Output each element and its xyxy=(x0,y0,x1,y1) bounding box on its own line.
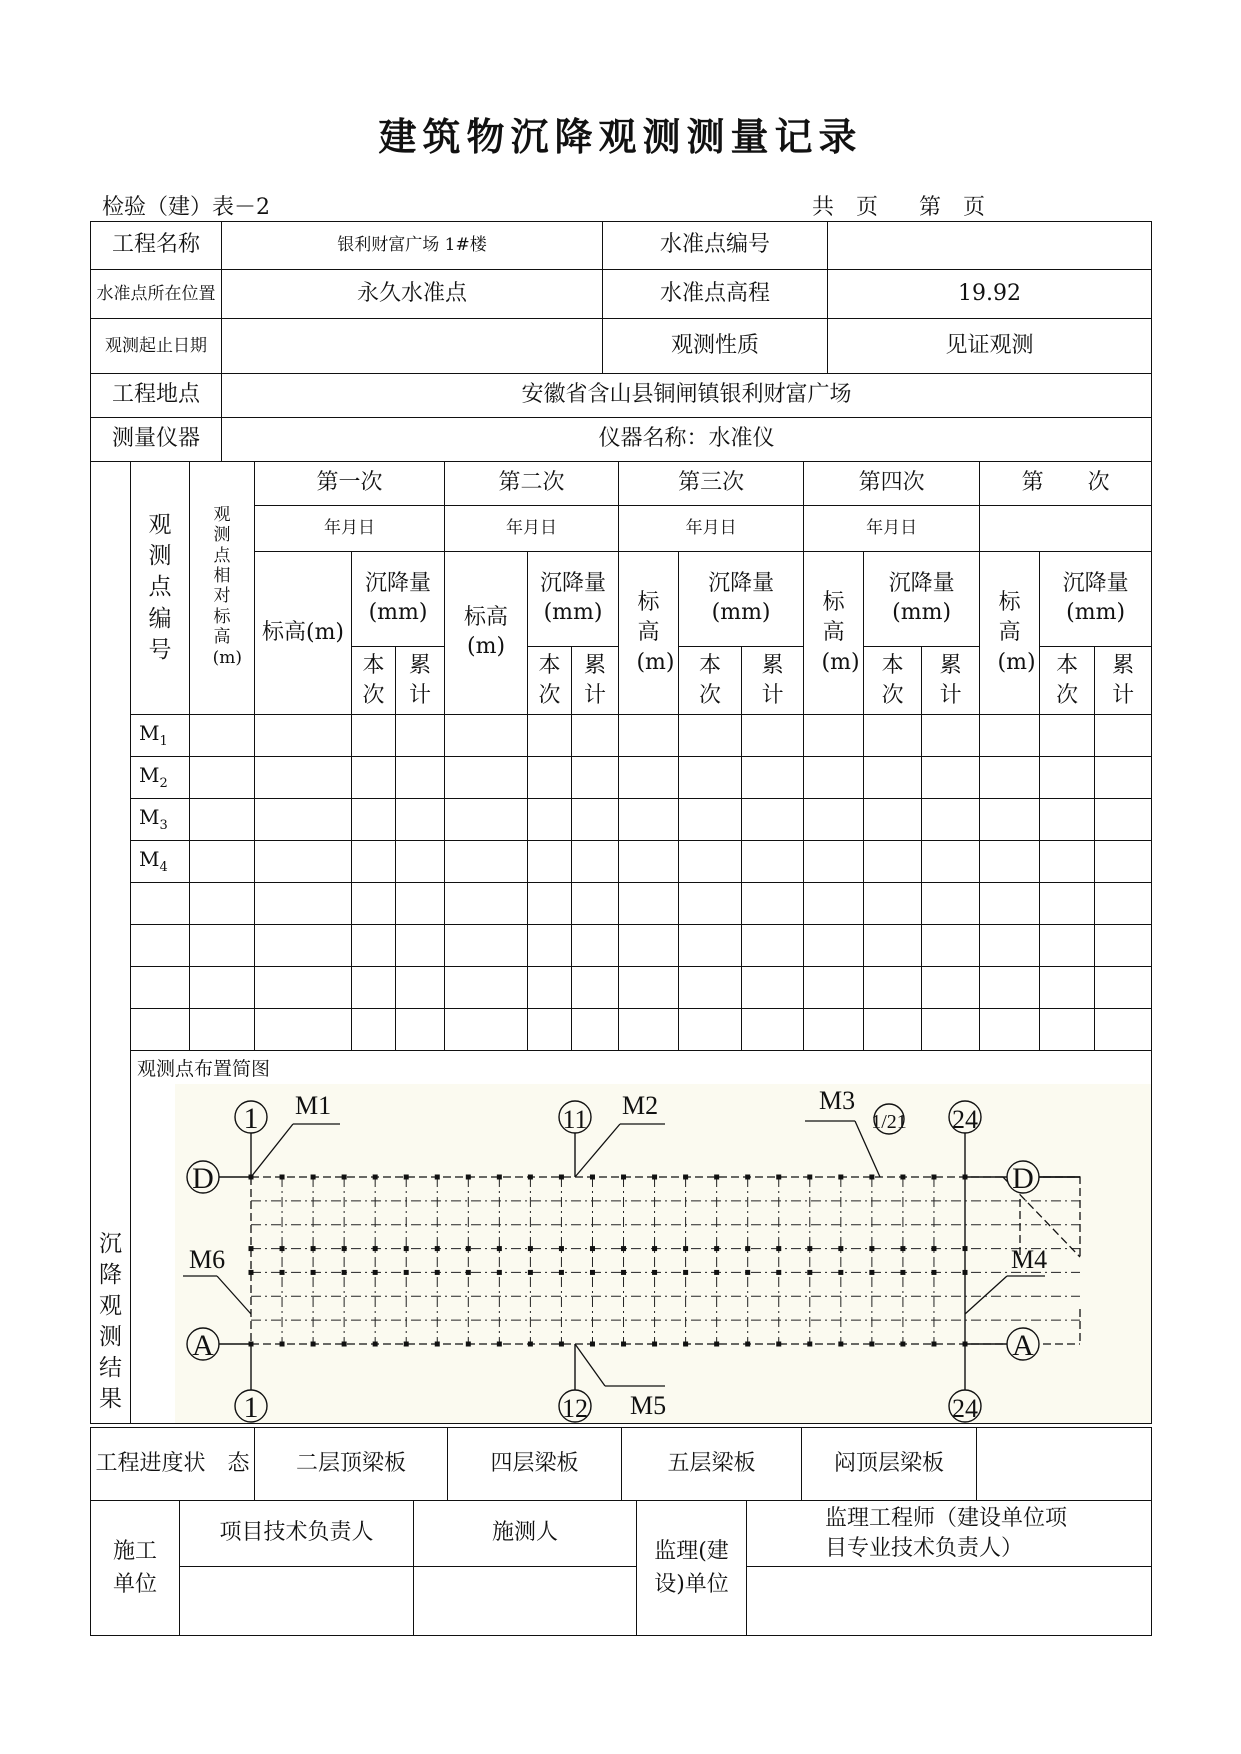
column-dot xyxy=(621,1270,626,1275)
column-dot xyxy=(900,1342,905,1347)
column-dot xyxy=(249,1270,254,1275)
column-dot xyxy=(497,1270,502,1275)
column-dot xyxy=(466,1270,471,1275)
column-dot xyxy=(776,1342,781,1347)
column-dot xyxy=(280,1342,285,1347)
column-dot xyxy=(714,1175,719,1180)
column-dot xyxy=(311,1175,316,1180)
column-dot xyxy=(342,1270,347,1275)
page-info xyxy=(812,190,1013,221)
point-no-header: 观测点编号 xyxy=(148,512,172,663)
axis-1-bottom: 1 xyxy=(243,1391,259,1424)
column-dot xyxy=(714,1342,719,1347)
project-name-value: 银利财富广场 1#楼 xyxy=(222,222,603,270)
round-4-cum: 累计 xyxy=(939,652,962,708)
benchmark-elevation-label: 水准点高程 xyxy=(603,270,828,319)
round-4-this: 本次 xyxy=(881,652,904,708)
round-2-settle-header: 沉降量(mm) xyxy=(528,552,619,647)
column-dot xyxy=(280,1175,285,1180)
round-2-date: 年月日 xyxy=(445,506,619,552)
table-row xyxy=(91,841,1152,883)
column-dot xyxy=(869,1246,874,1251)
round-4-elev-header: 标高(m) xyxy=(821,590,860,675)
axis-d-right: D xyxy=(1012,1162,1034,1195)
round-3-header: 第三次 xyxy=(619,462,804,506)
signature-table xyxy=(90,1500,1152,1636)
round-2-this: 本次 xyxy=(538,652,561,708)
column-dot xyxy=(931,1175,936,1180)
table-row xyxy=(91,757,1152,799)
column-dot xyxy=(683,1270,688,1275)
axis-12: 12 xyxy=(562,1394,588,1423)
column-dot xyxy=(373,1342,378,1347)
point-m2: $M_2$ xyxy=(131,757,190,799)
supervisor-label: 监理工程师（建设单位项目专业技术负责人） xyxy=(825,1505,1068,1561)
surveyor-signature[interactable] xyxy=(414,1567,637,1636)
marker-m1: M1 xyxy=(295,1091,332,1120)
column-dot xyxy=(311,1270,316,1275)
point-m4: $M_4$ xyxy=(131,841,190,883)
column-dot xyxy=(714,1246,719,1251)
table-row xyxy=(91,883,1152,925)
column-dot xyxy=(900,1246,905,1251)
observation-nature-label: 观测性质 xyxy=(603,319,828,374)
column-dot xyxy=(621,1246,626,1251)
marker-m4: M4 xyxy=(1011,1245,1048,1274)
table-row xyxy=(91,967,1152,1009)
table-row xyxy=(91,925,1152,967)
column-dot xyxy=(435,1175,440,1180)
column-dot xyxy=(528,1175,533,1180)
column-dot xyxy=(404,1342,409,1347)
round-4-settle-header: 沉降量(mm) xyxy=(864,552,980,647)
column-dot xyxy=(900,1270,905,1275)
marker-m6: M6 xyxy=(189,1245,226,1274)
axis-d-left: D xyxy=(192,1162,214,1195)
marker-m5: M5 xyxy=(630,1391,667,1420)
column-dot xyxy=(683,1342,688,1347)
tech-lead-label: 项目技术负责人 xyxy=(180,1501,414,1567)
axis-a-right: A xyxy=(1012,1329,1034,1362)
progress-stage-4: 闷顶层梁板 xyxy=(802,1428,977,1501)
column-dot xyxy=(404,1175,409,1180)
column-dot xyxy=(869,1342,874,1347)
column-dot xyxy=(807,1246,812,1251)
diagram-title: 观测点布置简图 xyxy=(137,1058,271,1080)
column-dot xyxy=(590,1246,595,1251)
column-dot xyxy=(869,1175,874,1180)
column-dot xyxy=(404,1270,409,1275)
column-dot xyxy=(342,1175,347,1180)
round-1-date: 年月日 xyxy=(255,506,445,552)
project-name-label: 工程名称 xyxy=(91,222,222,270)
progress-table xyxy=(90,1427,1152,1501)
observation-period-label: 观测起止日期 xyxy=(91,319,222,374)
column-dot xyxy=(280,1246,285,1251)
column-dot xyxy=(807,1270,812,1275)
info-table xyxy=(90,221,1152,462)
round-4-date: 年月日 xyxy=(804,506,980,552)
construction-unit-label: 施工单位 xyxy=(112,1539,157,1597)
round-5-elev-header: 标高(m) xyxy=(997,590,1036,675)
table-row xyxy=(91,799,1152,841)
column-dot xyxy=(931,1270,936,1275)
column-dot xyxy=(590,1175,595,1180)
column-dot xyxy=(838,1342,843,1347)
round-1-settle-header: 沉降量(mm) xyxy=(352,552,445,647)
column-dot xyxy=(621,1175,626,1180)
benchmark-no-label: 水准点编号 xyxy=(603,222,828,270)
round-1-cum: 累计 xyxy=(409,652,432,708)
column-dot xyxy=(466,1175,471,1180)
column-dot xyxy=(311,1342,316,1347)
column-dot xyxy=(528,1246,533,1251)
column-dot xyxy=(652,1270,657,1275)
column-dot xyxy=(373,1246,378,1251)
column-dot xyxy=(466,1342,471,1347)
column-dot xyxy=(776,1246,781,1251)
axis-24-top: 24 xyxy=(952,1105,978,1134)
column-dot xyxy=(590,1270,595,1275)
round-5-settle-header: 沉降量(mm) xyxy=(1040,552,1152,647)
column-dot xyxy=(559,1175,564,1180)
round-3-this: 本次 xyxy=(699,652,722,708)
marker-m2: M2 xyxy=(622,1091,659,1120)
settlement-results-table xyxy=(90,461,1152,1424)
column-dot xyxy=(342,1342,347,1347)
column-dot xyxy=(497,1175,502,1180)
table-row xyxy=(91,715,1152,757)
column-dot xyxy=(373,1270,378,1275)
column-dot xyxy=(931,1246,936,1251)
column-dot xyxy=(683,1246,688,1251)
column-dot xyxy=(869,1270,874,1275)
column-dot xyxy=(745,1342,750,1347)
observation-layout-diagram xyxy=(175,1084,1152,1424)
column-dot xyxy=(714,1270,719,1275)
round-5-cum: 累计 xyxy=(1112,652,1135,708)
diagram-cell xyxy=(131,1051,1152,1424)
column-dot xyxy=(559,1246,564,1251)
column-dot xyxy=(900,1175,905,1180)
observation-period-value xyxy=(222,319,603,374)
relative-elev-header: 观测点相对标高(m) xyxy=(212,504,243,668)
benchmark-elevation-value: 19.92 xyxy=(828,270,1152,319)
column-dot xyxy=(466,1246,471,1251)
column-dot xyxy=(621,1342,626,1347)
point-m3: $M_3$ xyxy=(131,799,190,841)
round-4-header: 第四次 xyxy=(804,462,980,506)
column-dot xyxy=(280,1270,285,1275)
progress-stage-5 xyxy=(977,1428,1152,1501)
column-dot xyxy=(528,1342,533,1347)
round-3-elev-header: 标高(m) xyxy=(636,590,675,675)
round-1-this: 本次 xyxy=(362,652,385,708)
round-2-elev-header: 标高(m) xyxy=(445,552,528,715)
round-5-header: 第 次 xyxy=(980,462,1152,506)
observation-nature-value: 见证观测 xyxy=(828,319,1152,374)
page-total: 共 页 xyxy=(812,195,879,220)
column-dot xyxy=(807,1342,812,1347)
column-dot xyxy=(528,1270,533,1275)
section-label: 沉降观测结果 xyxy=(98,1230,122,1412)
round-3-cum: 累计 xyxy=(761,652,784,708)
axis-1-top: 1 xyxy=(243,1102,259,1135)
round-2-header: 第二次 xyxy=(445,462,619,506)
column-dot xyxy=(497,1246,502,1251)
round-2-cum: 累计 xyxy=(584,652,607,708)
benchmark-location-label: 水准点所在位置 xyxy=(91,270,222,319)
column-dot xyxy=(249,1246,254,1251)
column-dot xyxy=(559,1270,564,1275)
progress-stage-3: 五层梁板 xyxy=(622,1428,802,1501)
axis-24-bottom: 24 xyxy=(952,1394,978,1423)
page-current: 第 页 xyxy=(919,195,986,220)
point-m1: $M_1$ xyxy=(131,715,190,757)
surveyor-label: 施测人 xyxy=(414,1501,637,1567)
round-1-header: 第一次 xyxy=(255,462,445,506)
table-row xyxy=(91,1009,1152,1051)
round-3-date: 年月日 xyxy=(619,506,804,552)
round-5-date xyxy=(980,506,1152,552)
round-3-settle-header: 沉降量(mm) xyxy=(679,552,804,647)
progress-label: 工程进度状 态 xyxy=(91,1428,255,1501)
column-dot xyxy=(497,1342,502,1347)
round-5-this: 本次 xyxy=(1056,652,1079,708)
column-dot xyxy=(931,1342,936,1347)
marker-m3: M3 xyxy=(819,1086,856,1115)
column-dot xyxy=(652,1175,657,1180)
column-dot xyxy=(683,1175,688,1180)
column-dot xyxy=(559,1342,564,1347)
column-dot xyxy=(590,1342,595,1347)
column-dot xyxy=(807,1175,812,1180)
round-1-elev-header: 标高(m) xyxy=(255,552,352,715)
column-dot xyxy=(745,1246,750,1251)
column-dot xyxy=(745,1175,750,1180)
column-dot xyxy=(745,1270,750,1275)
project-site-label: 工程地点 xyxy=(91,374,222,418)
column-dot xyxy=(311,1246,316,1251)
column-dot xyxy=(838,1270,843,1275)
column-dot xyxy=(404,1246,409,1251)
instrument-label: 测量仪器 xyxy=(91,418,222,462)
benchmark-location-value: 永久水准点 xyxy=(222,270,603,319)
axis-a-left: A xyxy=(192,1329,214,1362)
column-dot xyxy=(435,1270,440,1275)
supervisor-signature[interactable] xyxy=(747,1567,1152,1636)
column-dot xyxy=(652,1246,657,1251)
document-title: 建筑物沉降观测测量记录 xyxy=(378,114,863,159)
axis-1-21: 1/21 xyxy=(871,1111,907,1133)
column-dot xyxy=(652,1342,657,1347)
column-dot xyxy=(373,1175,378,1180)
column-dot xyxy=(435,1342,440,1347)
column-dot xyxy=(776,1175,781,1180)
column-dot xyxy=(435,1246,440,1251)
form-code: 检验（建）表－2 xyxy=(102,195,270,220)
axis-11: 11 xyxy=(562,1105,588,1134)
tech-lead-signature[interactable] xyxy=(180,1567,414,1636)
column-dot xyxy=(342,1246,347,1251)
column-dot xyxy=(838,1175,843,1180)
instrument-value: 仪器名称：水准仪 xyxy=(222,418,1152,462)
project-site-value: 安徽省含山县铜闸镇银利财富广场 xyxy=(222,374,1152,418)
benchmark-no-value xyxy=(828,222,1152,270)
progress-stage-1: 二层顶梁板 xyxy=(255,1428,448,1501)
column-dot xyxy=(776,1270,781,1275)
supervision-unit-label: 监理(建设)单位 xyxy=(654,1539,729,1597)
column-dot xyxy=(838,1246,843,1251)
progress-stage-2: 四层梁板 xyxy=(448,1428,622,1501)
